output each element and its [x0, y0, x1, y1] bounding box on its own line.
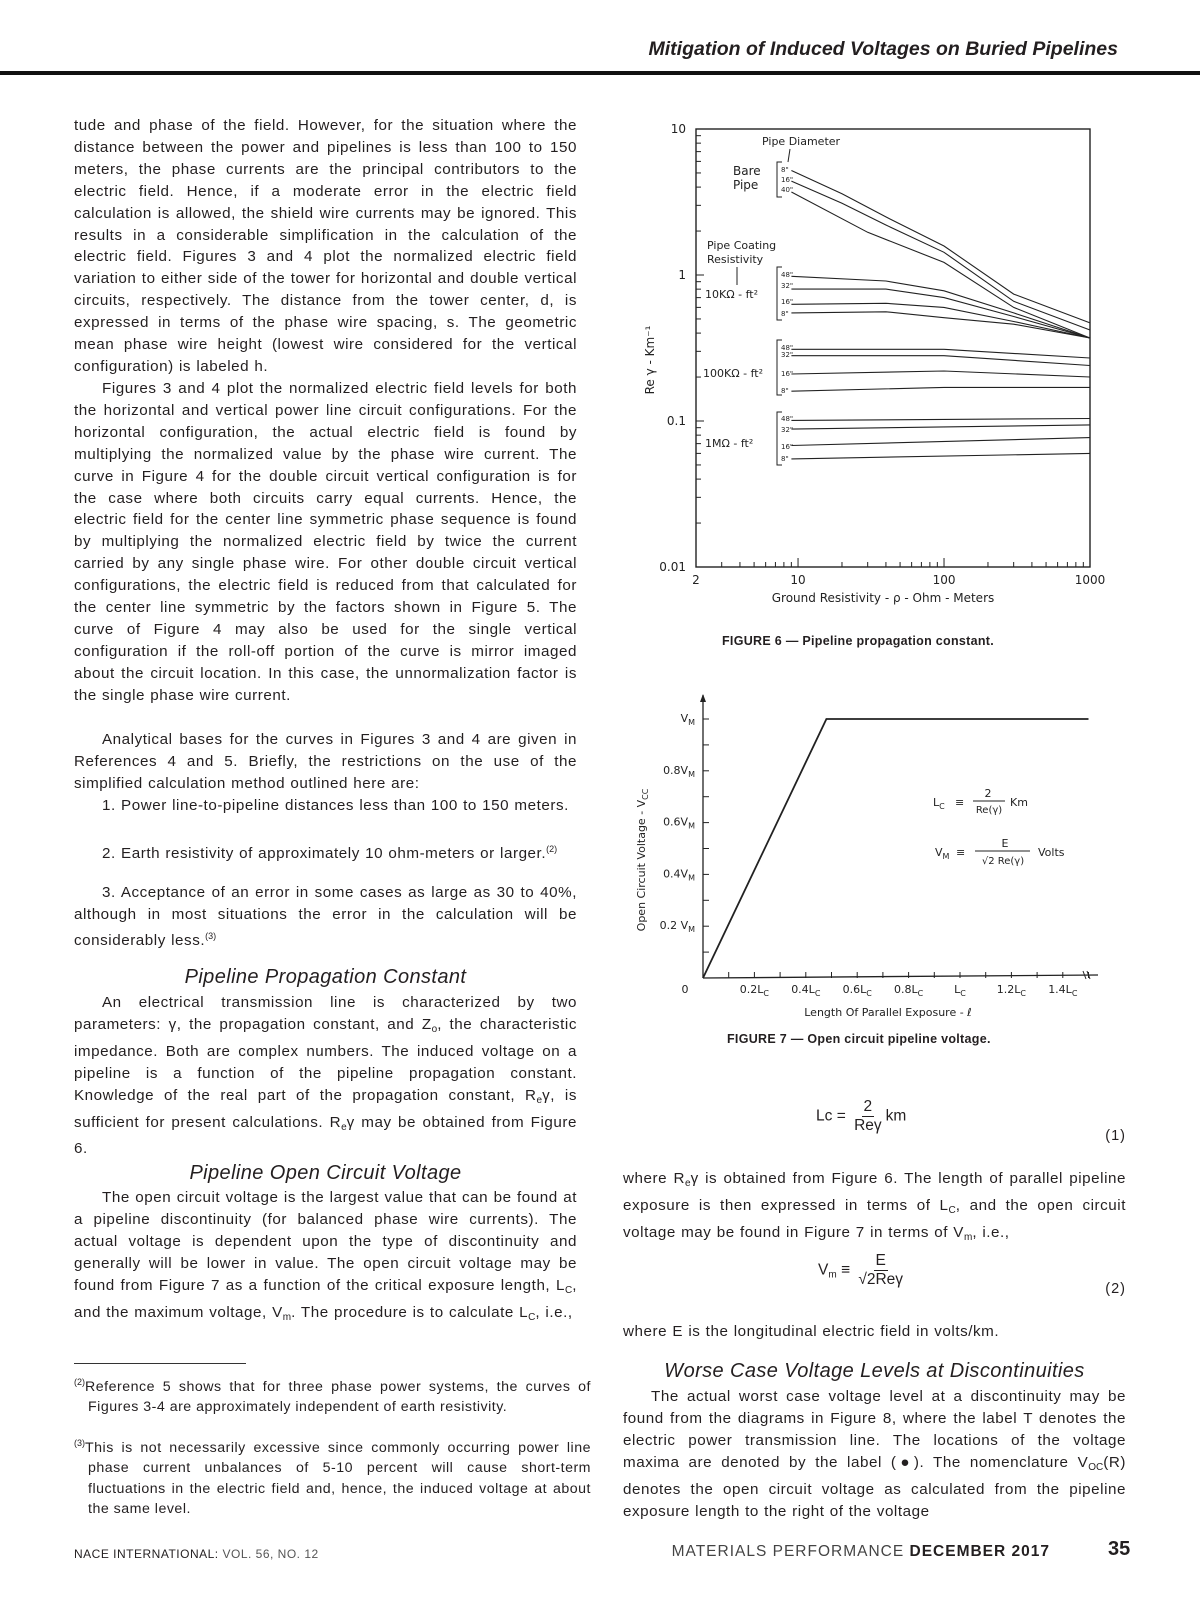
series-line	[703, 719, 1089, 978]
section-heading: Pipeline Open Circuit Voltage	[189, 1162, 462, 1184]
bracket-label: 40"	[781, 186, 794, 194]
y-tick-label: $0.4V_M$	[663, 867, 695, 883]
section-heading: Pipeline Propagation Constant	[184, 966, 467, 988]
footer-magazine: MATERIALS PERFORMANCE DECEMBER 2017	[671, 1543, 1050, 1560]
x-tick-label: $0.2L_C$	[739, 983, 770, 998]
bracket-label: 16"	[781, 443, 794, 451]
y-tick-label: $0.8V_M$	[663, 763, 695, 779]
x-tick-label: $0.6L_C$	[842, 983, 872, 998]
series-line	[791, 303, 1090, 338]
formula-unit: Volts	[1038, 846, 1065, 859]
paragraph: The actual worst case voltage level at a discontinuity may be found from the diagrams in Figure 8, where the label T denotes the electric power transmission line. The locations of the voltage maxima are denoted by the label (●). The nomenclature $V_{OC}(R)$ denotes the open circuit voltage as calculated from the pipeline exposure length to the right of the voltage	[623, 1388, 1126, 1520]
series-line	[791, 371, 1090, 377]
formula-rel: ≡	[956, 846, 966, 859]
series-line	[791, 453, 1090, 459]
bracket-label: 48"	[781, 271, 794, 279]
annotation-10k: 10KΩ - ft²	[705, 288, 758, 301]
bracket-label: 8"	[781, 310, 789, 318]
bracket-label: 32"	[781, 282, 794, 290]
bracket-label: 16"	[781, 298, 794, 306]
y-axis-title: Open Circuit Voltage - $V_{CC}$	[635, 788, 650, 932]
footnote-ref[interactable]: (3)	[205, 930, 217, 941]
bracket-label: 16"	[781, 176, 794, 184]
footnote-ref[interactable]: (2)	[546, 844, 558, 854]
paragraph: Analytical bases for the curves in Figures 3 and 4 are given in References 4 and 5. Briefly, the restrictions on the use of the simplified calculation method outlined here are:	[74, 731, 577, 792]
origin-label: 0	[681, 983, 689, 996]
y-tick-label: 0.2 $V_M$	[659, 919, 695, 935]
paragraph: tude and phase of the field. However, for the situation where the distance between the power and pipelines is less than 100 to 150 meters, the phase currents are the principal contributors to the electric field. Hence, if a moderate error in the electric field calculation is allowed, the shield wire currents may be ignored. This results in a considerable simplification in the calculation of the electric field. Figures 3 and 4 plot the normalized electric field variation to either side of the tower for horizontal and double vertical circuits, respectively. The distance from the tower center, d, is expressed in terms of the phase wire spacing, s. The geometric mean phase wire height (lowest wire considered for the vertical configuration) is labeled h.	[74, 117, 577, 375]
series-line	[791, 192, 1090, 338]
formula-vm-lhs: $V_M$	[935, 846, 950, 861]
y-tick-label: $0.6V_M$	[663, 815, 695, 831]
annotation-pipe-diameter: Pipe Diameter	[762, 135, 841, 148]
formula-den: Re(γ)	[975, 805, 1003, 816]
footnote: $^{(3)}$This is not necessarily excessive since commonly occurring power line phase current unbalances of 5-10 percent will cause short-term fluctuations in the electric field and, hence, the induced voltage at about the same level.	[74, 1438, 591, 1518]
x-tick-label: $0.4L_C$	[791, 983, 821, 998]
x-tick-label: $0.8L_C$	[893, 983, 924, 998]
series-line	[791, 419, 1090, 421]
figure-6-caption: FIGURE 6 — Pipeline propagation constant.	[722, 634, 995, 648]
y-tick-label: $V_M$	[680, 712, 695, 727]
y-axis-arrow	[700, 694, 706, 702]
bracket-label: 8"	[781, 387, 789, 395]
annotation-bare: Bare	[733, 164, 761, 178]
list-item-text: 2. Earth resistivity of approximately 10 ohm-meters or larger.	[102, 845, 547, 862]
x-tick-label: $1.4L_C$	[1048, 983, 1078, 998]
x-tick-label: 2	[692, 573, 700, 587]
section-heading: Worse Case Voltage Levels at Discontinuities	[664, 1360, 1085, 1382]
running-title: Mitigation of Induced Voltages on Buried Pipelines	[648, 38, 1118, 60]
figure-6-chart	[620, 110, 1110, 630]
annotation-100k: 100KΩ - ft²	[703, 367, 763, 380]
formula-num: 2	[984, 787, 992, 800]
list-item: 1. Power line-to-pipeline distances less than 100 to 150 meters.	[102, 797, 569, 814]
footer-journal: NACE INTERNATIONAL: VOL. 56, NO. 12	[74, 1547, 319, 1561]
annotation-pipe-coating: Pipe Coating	[707, 239, 777, 252]
annotation-1m: 1MΩ - ft²	[705, 437, 754, 450]
series-line	[791, 356, 1090, 366]
x-tick-label: 10	[790, 573, 806, 587]
page-number: 35	[1108, 1538, 1131, 1560]
annotation-pipe: Pipe	[733, 178, 759, 192]
figure-7-caption: FIGURE 7 — Open circuit pipeline voltage.	[727, 1032, 991, 1046]
series-line	[791, 171, 1090, 323]
paragraph: The open circuit voltage is the largest value that can be found at a pipeline discontinuity (for balanced phase wire currents). The actual voltage is dependent upon the type of discontinuity and generally will be lower in value. The open circuit voltage may be found from Figure 7 as a function of the critical exposure length, $L_C$, and the maximum voltage, $V_m$. The procedure is to calculate $L_C$, i.e.,	[74, 1189, 577, 1323]
header-rule	[0, 71, 1200, 75]
annotation-resistivity: Resistivity	[707, 253, 764, 266]
arrow	[788, 149, 790, 162]
formula-num: E	[1001, 837, 1009, 850]
series-line	[791, 349, 1090, 358]
series-line	[791, 438, 1090, 446]
y-axis-title: Re γ - Km⁻¹	[643, 325, 657, 395]
y-tick-label: 0.01	[659, 560, 686, 574]
list-item	[74, 839, 577, 865]
series-line	[791, 425, 1090, 429]
equation-2: $V_m$ ≡ $\frac{E}{\text{√2Reγ}}$	[818, 1252, 904, 1288]
y-tick-label: 0.1	[666, 414, 686, 428]
equation-number: (2)	[1105, 1281, 1126, 1297]
formula-lc-lhs: $L_C$	[933, 796, 945, 811]
series-line	[791, 387, 1090, 391]
y-tick-label: 1	[678, 268, 686, 282]
bracket-label: 32"	[781, 351, 794, 359]
equation-1: Lc = $\frac{2}{\text{Reγ}}$ km	[816, 1098, 907, 1134]
footnote: $^{(2)}$Reference 5 shows that for three phase power systems, the curves of Figures 3-4 are approximately independent of earth resistivity.	[74, 1377, 591, 1416]
x-axis-title: Length Of Parallel Exposure - ℓ	[804, 1006, 972, 1019]
footnote-rule	[74, 1363, 246, 1364]
bracket-label: 16"	[781, 370, 794, 378]
formula-rel: ≡	[955, 796, 965, 809]
formula-den: √2 Re(γ)	[981, 856, 1025, 867]
x-axis	[703, 975, 1098, 978]
figure-7-chart	[620, 680, 1110, 1030]
x-tick-label: 1000	[1074, 573, 1106, 587]
x-tick-label: 100	[932, 573, 956, 587]
y-tick-label: 10	[670, 122, 686, 136]
list-item	[74, 882, 577, 952]
bracket-label: 48"	[781, 344, 794, 352]
equation-number: (1)	[1105, 1128, 1126, 1144]
bracket-label: 8"	[781, 455, 789, 463]
plot-frame	[696, 129, 1090, 567]
bracket-label: 48"	[781, 415, 794, 423]
x-axis-title: Ground Resistivity - ρ - Ohm - Meters	[771, 591, 995, 605]
paragraph: where $R_e\gamma$ is obtained from Figure 6. The length of parallel pipeline exposure is then expressed in terms of $L_C$, and the open circuit voltage may be found in Figure 7 in terms of $V_m$, i.e.,	[623, 1170, 1126, 1243]
x-tick-label: $1.2L_C$	[996, 983, 1027, 998]
list-item-text: 3. Acceptance of an error in some cases as large as 30 to 40%, although in most situations the error in the calculation will be considerably less.	[74, 884, 577, 949]
bracket-label: 32"	[781, 426, 794, 434]
paragraph: An electrical transmission line is characterized by two parameters: γ, the propagation constant, and $Z_o$, the characteristic impedance. Both are complex numbers. The induced voltage on a pipeline is a function of the pipeline propagation constant. Knowledge of the real part of the propagation constant, $R_e\gamma$, is sufficient for present calculations. $R_e\gamma$ may be obtained from Figure 6.	[74, 994, 577, 1158]
x-tick-label: $L_C$	[954, 983, 966, 998]
paragraph: where E is the longitudinal electric field in volts/km.	[623, 1323, 1000, 1340]
formula-unit: Km	[1010, 796, 1028, 809]
paragraph: Figures 3 and 4 plot the normalized electric field levels for both the horizontal and vertical power line circuit configurations. For the horizontal configuration, the actual electric field is found by multiplying the normalized value by the phase wire current. The curve in Figure 4 for the double circuit vertical configuration is for the case where both circuits carry equal currents. Hence, the electric field for the center line symmetric phase sequence is found by multiplying the normalized electric field by twice the current carried by any single phase wire. For other double circuit vertical configurations, the electric field is reduced from that calculated for the center line symmetric by the factors shown in Figure 5. The curve of Figure 4 may also be used for the single vertical configuration if the roll-off portion of the curve is mirror imaged about the circuit location. In this case, the unnormalization factor is the single phase wire current.	[74, 380, 577, 704]
bracket-label: 8"	[781, 166, 789, 174]
